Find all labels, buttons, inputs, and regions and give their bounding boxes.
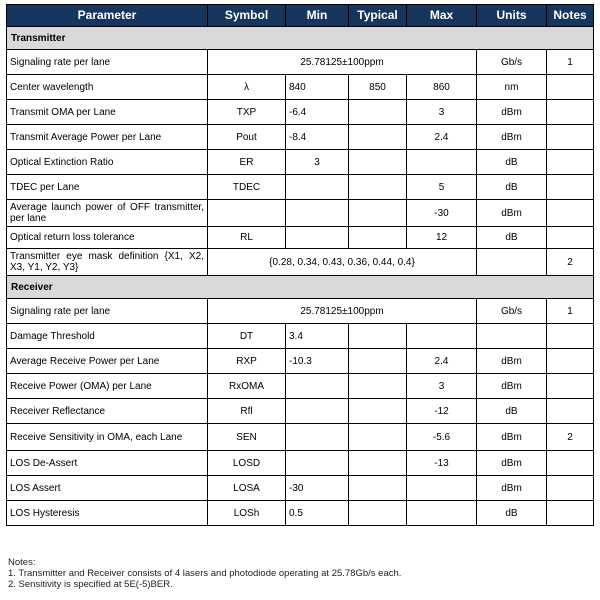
table-row	[7, 501, 594, 526]
table-row	[7, 476, 594, 501]
cell-units: Gb/s	[477, 299, 547, 324]
cell-span-value: {0.28, 0.34, 0.43, 0.36, 0.44, 0.4}	[208, 249, 477, 276]
cell-notes	[547, 349, 594, 374]
cell-parameter: Damage Threshold	[7, 324, 208, 349]
table-row	[7, 200, 594, 227]
cell-symbol: LOSD	[208, 451, 286, 476]
cell-symbol: λ	[208, 75, 286, 100]
cell-span-value: 25.78125±100ppm	[208, 50, 477, 75]
cell-notes	[547, 125, 594, 150]
cell-parameter: Transmit Average Power per Lane	[7, 125, 208, 150]
cell-symbol	[208, 200, 286, 227]
cell-notes	[547, 374, 594, 399]
cell-notes	[547, 451, 594, 476]
cell-parameter: Receiver Reflectance	[7, 399, 208, 424]
cell-min: 3	[286, 150, 349, 175]
cell-min	[286, 175, 349, 200]
table-row	[7, 424, 594, 451]
header-row	[7, 5, 594, 27]
cell-max: -12	[407, 399, 477, 424]
cell-typical	[349, 175, 407, 200]
section-title: Transmitter	[7, 27, 594, 50]
cell-typical	[349, 349, 407, 374]
cell-parameter: LOS Hysteresis	[7, 501, 208, 526]
cell-units: dB	[477, 150, 547, 175]
cell-notes	[547, 227, 594, 249]
cell-units: dBm	[477, 476, 547, 501]
cell-notes: 2	[547, 249, 594, 276]
table-row	[7, 75, 594, 100]
cell-symbol: SEN	[208, 424, 286, 451]
cell-symbol: LOSh	[208, 501, 286, 526]
cell-parameter: Average launch power of OFF transmitter, per lane	[7, 200, 208, 227]
header-typical: Typical	[349, 5, 407, 27]
cell-typical	[349, 150, 407, 175]
cell-symbol: Pout	[208, 125, 286, 150]
cell-typical	[349, 501, 407, 526]
cell-typical	[349, 424, 407, 451]
cell-parameter: Center wavelength	[7, 75, 208, 100]
cell-parameter: Signaling rate per lane	[7, 299, 208, 324]
cell-min: 0.5	[286, 501, 349, 526]
table-row	[7, 125, 594, 150]
cell-units: dBm	[477, 125, 547, 150]
cell-symbol: TXP	[208, 100, 286, 125]
cell-units	[477, 324, 547, 349]
cell-typical	[349, 227, 407, 249]
cell-notes	[547, 501, 594, 526]
cell-typical	[349, 399, 407, 424]
cell-symbol: ER	[208, 150, 286, 175]
cell-parameter: Average Receive Power per Lane	[7, 349, 208, 374]
cell-max	[407, 501, 477, 526]
cell-parameter: Transmitter eye mask definition {X1, X2, X3, Y1, Y2, Y3}	[7, 249, 208, 276]
section-transmitter	[7, 27, 594, 50]
cell-max: 2.4	[407, 349, 477, 374]
header-notes: Notes	[547, 5, 594, 27]
cell-min: 840	[286, 75, 349, 100]
cell-max: 5	[407, 175, 477, 200]
table-row	[7, 100, 594, 125]
cell-parameter: Optical Extinction Ratio	[7, 150, 208, 175]
footnotes	[8, 557, 401, 590]
cell-typical	[349, 200, 407, 227]
cell-units: dBm	[477, 424, 547, 451]
cell-typical: 850	[349, 75, 407, 100]
cell-symbol: TDEC	[208, 175, 286, 200]
cell-notes	[547, 75, 594, 100]
cell-symbol: LOSA	[208, 476, 286, 501]
cell-parameter: Optical return loss tolerance	[7, 227, 208, 249]
notes-title: Notes:	[8, 557, 36, 568]
cell-parameter: Signaling rate per lane	[7, 50, 208, 75]
cell-notes: 1	[547, 299, 594, 324]
cell-units: dBm	[477, 451, 547, 476]
table-row	[7, 299, 594, 324]
cell-typical	[349, 374, 407, 399]
table-row	[7, 451, 594, 476]
section-receiver	[7, 276, 594, 299]
table-row	[7, 399, 594, 424]
cell-max: 3	[407, 100, 477, 125]
cell-units: dBm	[477, 349, 547, 374]
section-title: Receiver	[7, 276, 594, 299]
cell-max: 860	[407, 75, 477, 100]
header-max: Max	[407, 5, 477, 27]
cell-parameter: TDEC per Lane	[7, 175, 208, 200]
cell-symbol: Rfl	[208, 399, 286, 424]
cell-units: Gb/s	[477, 50, 547, 75]
cell-notes	[547, 100, 594, 125]
cell-span-value: 25.78125±100ppm	[208, 299, 477, 324]
cell-min: -30	[286, 476, 349, 501]
table-row	[7, 227, 594, 249]
cell-typical	[349, 324, 407, 349]
table-row	[7, 374, 594, 399]
cell-symbol: RL	[208, 227, 286, 249]
cell-max	[407, 150, 477, 175]
cell-parameter: LOS De-Assert	[7, 451, 208, 476]
note-line: 2. Sensitivity is specified at 5E(-5)BER.	[8, 579, 173, 590]
cell-notes	[547, 175, 594, 200]
cell-units: dBm	[477, 200, 547, 227]
cell-max	[407, 324, 477, 349]
note-line: 1. Transmitter and Receiver consists of 4 lasers and photodiode operating at 25.78Gb/s each.	[8, 568, 402, 579]
cell-notes	[547, 324, 594, 349]
header-symbol: Symbol	[208, 5, 286, 27]
cell-max: -5.6	[407, 424, 477, 451]
cell-typical	[349, 451, 407, 476]
cell-units: dB	[477, 175, 547, 200]
cell-notes	[547, 200, 594, 227]
cell-parameter: Transmit OMA per Lane	[7, 100, 208, 125]
cell-max: -13	[407, 451, 477, 476]
cell-min	[286, 374, 349, 399]
header-parameter: Parameter	[7, 5, 208, 27]
header-units: Units	[477, 5, 547, 27]
cell-max	[407, 476, 477, 501]
cell-units	[477, 249, 547, 276]
table-row	[7, 150, 594, 175]
table-row	[7, 50, 594, 75]
cell-units: dBm	[477, 100, 547, 125]
cell-min	[286, 399, 349, 424]
cell-notes	[547, 399, 594, 424]
cell-notes: 1	[547, 50, 594, 75]
cell-symbol: DT	[208, 324, 286, 349]
cell-min	[286, 227, 349, 249]
cell-parameter: LOS Assert	[7, 476, 208, 501]
table-row	[7, 349, 594, 374]
cell-min: -10.3	[286, 349, 349, 374]
cell-symbol: RXP	[208, 349, 286, 374]
cell-units: dB	[477, 227, 547, 249]
cell-units: dB	[477, 501, 547, 526]
cell-units: dB	[477, 399, 547, 424]
cell-notes	[547, 476, 594, 501]
cell-units: dBm	[477, 374, 547, 399]
cell-parameter: Receive Sensitivity in OMA, each Lane	[7, 424, 208, 451]
cell-typical	[349, 100, 407, 125]
cell-max: 12	[407, 227, 477, 249]
table-row	[7, 324, 594, 349]
cell-max: 3	[407, 374, 477, 399]
cell-min	[286, 424, 349, 451]
header-min: Min	[286, 5, 349, 27]
cell-typical	[349, 476, 407, 501]
cell-typical	[349, 125, 407, 150]
cell-min: -8.4	[286, 125, 349, 150]
cell-max: 2.4	[407, 125, 477, 150]
spec-table	[6, 4, 594, 526]
cell-max: -30	[407, 200, 477, 227]
cell-notes: 2	[547, 424, 594, 451]
cell-symbol: RxOMA	[208, 374, 286, 399]
cell-units: nm	[477, 75, 547, 100]
cell-min	[286, 451, 349, 476]
cell-min: 3.4	[286, 324, 349, 349]
table-row	[7, 249, 594, 276]
cell-min: -6.4	[286, 100, 349, 125]
cell-parameter: Receive Power (OMA) per Lane	[7, 374, 208, 399]
table-row	[7, 175, 594, 200]
cell-notes	[547, 150, 594, 175]
cell-min	[286, 200, 349, 227]
